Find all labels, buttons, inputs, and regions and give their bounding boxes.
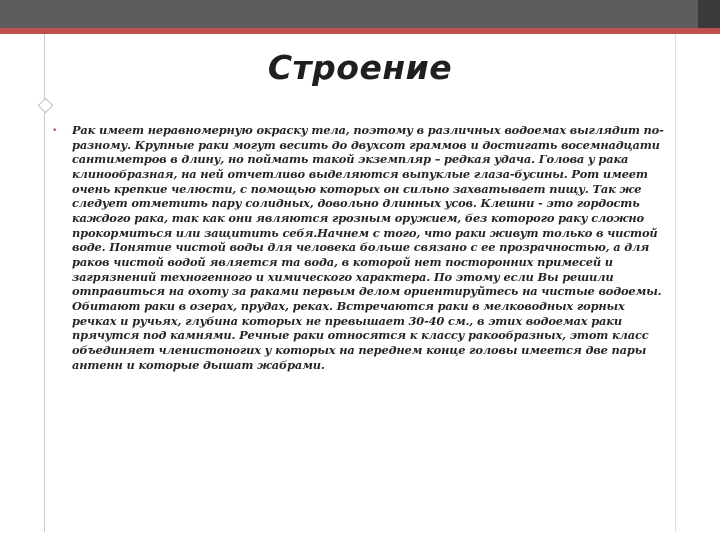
diamond-ornament-icon <box>38 98 54 114</box>
bullet-icon: • <box>52 126 58 136</box>
slide-content <box>52 123 666 372</box>
body-paragraph: Рак имеет неравномерную окраску тела, поэтому в различных водоемах выглядит по-разному. Крупные раки могут весить до двухсот граммов и достигать восемнадцати сантиметров в длину, но поймать такой экземпляр – редкая удача. Голова у рака клинообразная, на ней отчетливо выделяются выпуклые глаза-бусины. Рот имеет очень крепкие челюсти, с помощью которых он сильно захватывает пищу. Так же следует отметить пару солидных, довольно длинных усов. Клешни - это гордость каждого рака, так как они являются грозным оружием, без которого раку сложно прокормиться или защитить себя.Начнем с того, что раки живут только в чистой воде. Понятие чистой воды для человека больше связано с ее прозрачностью, а для раков чистой водой является та вода, в которой нет посторонних примесей и загрязнений техногенного и химического характера. По этому если Вы решили отправиться на охоту за раками первым делом ориентируйтесь на чистые водоемы. Обитают раки в озерах, прудах, реках. Встречаются раки в мелководных горных речках и ручьях, глубина которых не превышает 30-40 см., в этих водоемах раки прячутся под камнями. Речные раки относятся к классу ракообразных, этот класс объединяет членистоногих у которых на переднем конце головы имеется две пары антенн и которые дышат жабрами. <box>72 123 664 372</box>
top-bar <box>0 0 720 28</box>
top-bar-corner <box>698 0 720 28</box>
right-divider-line <box>675 34 676 532</box>
top-accent-stripe <box>0 28 720 34</box>
slide-title: Строение <box>267 48 453 87</box>
